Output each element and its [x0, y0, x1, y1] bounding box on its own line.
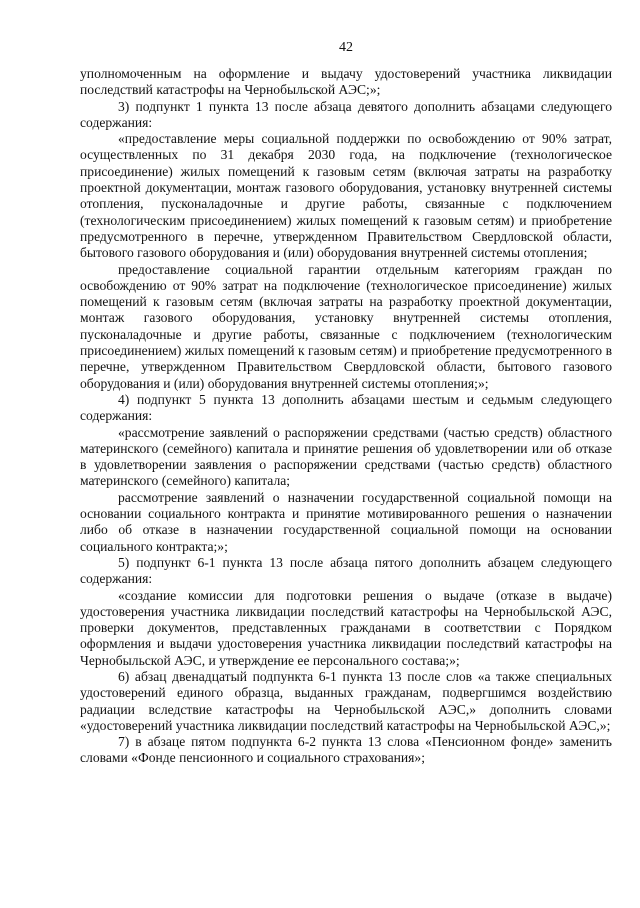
document-body — [80, 66, 612, 767]
paragraph: «предоставление меры социальной поддержки по освобождению от 90% затрат, осуществленных по 31 декабря 2030 года, на подключение (технологическое присоединение) жилых помещений к газовым сетям (включая затраты на разработку проектной документации, монтаж газового оборудования, установку внутренней системы отопления, пусконаладочные и другие работы, связанные с подключением (технологическим присоединением) жилых помещений к газовым сетям) и приобретение предусмотренного в перечне, утвержденном Правительством Свердловской области, бытового газового оборудования и (или) оборудования внутренней системы отопления; — [80, 131, 612, 261]
document-page — [80, 40, 612, 767]
paragraph: уполномоченным на оформление и выдачу удостоверений участника ликвидации последствий катастрофы на Чернобыльской АЭС;»; — [80, 66, 612, 98]
paragraph: 4) подпункт 5 пункта 13 дополнить абзацами шестым и седьмым следующего содержания: — [80, 391, 612, 424]
paragraph: 3) подпункт 1 пункта 13 после абзаца девятого дополнить абзацами следующего содержания: — [80, 98, 612, 130]
paragraph: 7) в абзаце пятом подпункта 6-2 пункта 13 слова «Пенсионном фонде» заменить словами «Фонде пенсионного и социального страхования»; — [80, 734, 612, 766]
paragraph: «создание комиссии для подготовки решения о выдаче (отказе в выдаче) удостоверения участника ликвидации последствий катастрофы на Чернобыльской АЭС, проверки документов, представленных гражданами в соответствии с Порядком оформления и выдачи удостоверения участника ликвидации последствий катастрофы на Чернобыльской АЭС, и утверждение ее персонального состава;»; — [80, 587, 612, 668]
page-number: 42 — [339, 40, 353, 55]
paragraph: 5) подпункт 6-1 пункта 13 после абзаца пятого дополнить абзацем следующего содержания: — [80, 554, 612, 587]
paragraph: 6) абзац двенадцатый подпункта 6-1 пункта 13 после слов «а также специальных удостоверений единого образца, выданных гражданам, подвергшимся воздействию радиации вследствие катастрофы на Чернобыльской АЭС,» дополнить словами «удостоверений участника ликвидации последствий катастрофы на Чернобыльской АЭС,»; — [80, 668, 612, 733]
paragraph: «рассмотрение заявлений о распоряжении средствами (частью средств) областного материнского (семейного) капитала и принятие решения об удовлетворении или об отказе в удовлетворении заявления о распоряжении средствами (частью средств) областного материнского (семейного) капитала; — [80, 424, 612, 489]
paragraph: рассмотрение заявлений о назначении государственной социальной помощи на основании социального контракта и принятие мотивированного решения о назначении либо об отказе в назначении государственной социальной помощи на основании социального контракта;»; — [80, 489, 612, 554]
paragraph: предоставление социальной гарантии отдельным категориям граждан по освобождению от 90% затрат на подключение (технологическое присоединение) жилых помещений к газовым сетям (включая затраты на разработку проектной документации, монтаж газового оборудования, установку внутренней системы отопления, пусконаладочные и другие работы, связанные с подключением (технологическим присоединением) жилых помещений к газовым сетям) и приобретение предусмотренного в перечне, утвержденном Правительством Свердловской области, бытового газового оборудования и (или) оборудования внутренней системы отопления;»; — [80, 261, 612, 391]
